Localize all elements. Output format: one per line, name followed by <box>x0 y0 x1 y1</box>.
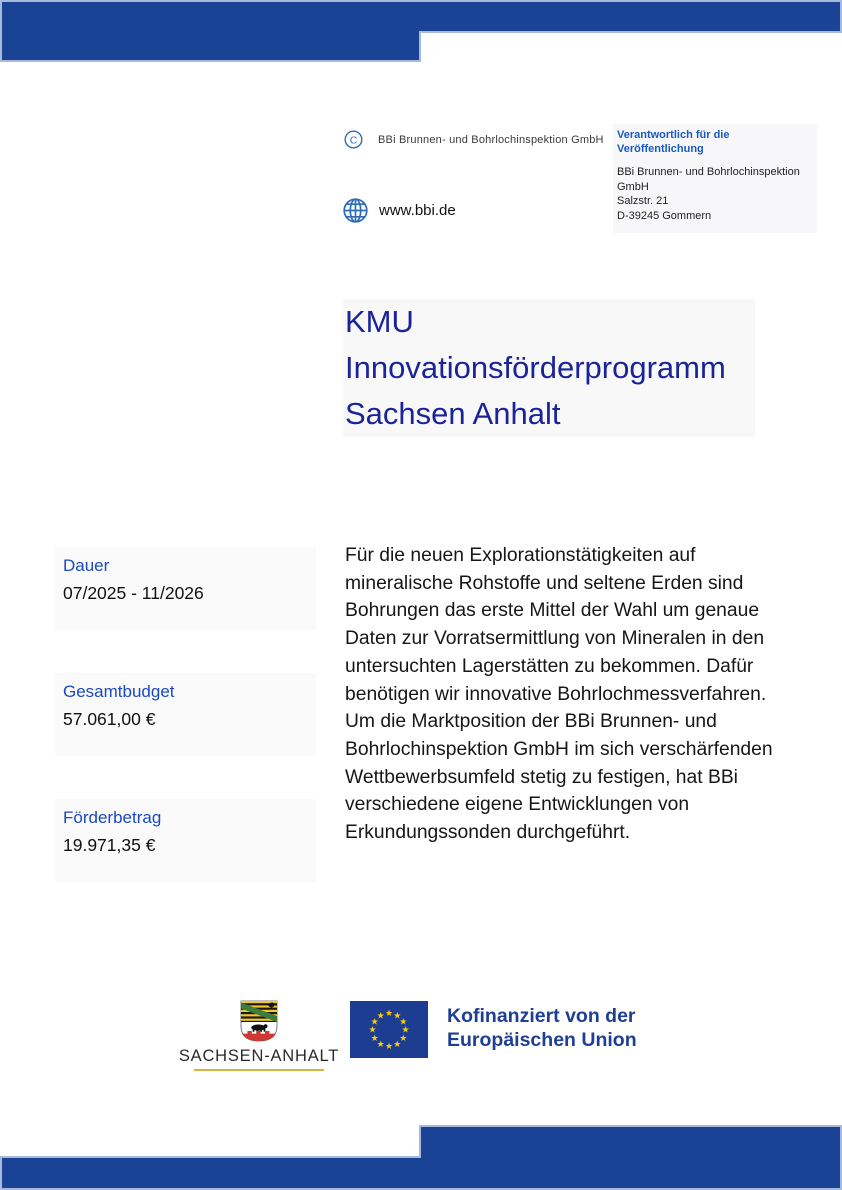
svg-text:★: ★ <box>399 1017 408 1028</box>
gold-underline <box>194 1069 324 1071</box>
fact-value: 19.971,35 € <box>63 835 156 855</box>
website-row <box>342 197 456 224</box>
title-line-2: Innovationsförderprogramm <box>343 345 755 391</box>
responsible-city: D-39245 Gommern <box>617 209 712 222</box>
svg-text:★: ★ <box>368 1025 377 1036</box>
svg-text:★: ★ <box>370 1034 379 1044</box>
eu-flag-icon <box>350 1001 428 1058</box>
sachsen-anhalt-logo <box>178 999 340 1071</box>
header-company-row <box>344 130 604 149</box>
responsible-company: BBi Brunnen- und Bohrlochinspektion GmbH <box>617 166 800 193</box>
fact-duration <box>55 547 316 630</box>
copyright-icon <box>344 130 363 149</box>
fact-total-budget <box>55 673 316 756</box>
svg-text:★: ★ <box>384 1009 394 1020</box>
project-description: Für die neuen Explorationstätigkeiten auf mineralische Rohstoffe und seltene Erden sind Bohrungen das erste Mittel der Wahl um genaue Daten zur Vorratsermittlung von Mineralen in den untersuchten Lagerstätten zu bekommen. Dafür benötigen wir innovative Bohrlochmessverfahren. Um die Marktposition der BBi Brunnen- und Bohrlochinspektion GmbH im sich verschärfenden Wettbewerbsumfeld stetig zu festigen, hat BBi verschiedene eigene Entwicklungen von Erkundungssonden durchgeführt. <box>345 545 773 844</box>
bottom-banner <box>0 1124 842 1190</box>
svg-text:★: ★ <box>393 1040 402 1051</box>
fact-value: 57.061,00 € <box>63 709 156 729</box>
top-banner <box>0 0 842 64</box>
website-link[interactable]: www.bbi.de <box>379 202 456 219</box>
globe-icon <box>342 197 369 224</box>
fact-label: Förderbetrag <box>63 808 162 827</box>
page-title <box>343 299 755 437</box>
svg-text:★: ★ <box>376 1011 385 1022</box>
company-name: BBi Brunnen- und Bohrlochinspektion GmbH <box>378 133 604 146</box>
fact-label: Dauer <box>63 556 110 575</box>
svg-text:★: ★ <box>401 1025 410 1036</box>
responsible-block <box>613 124 817 233</box>
fact-label: Gesamtbudget <box>63 682 175 701</box>
responsible-title: Verantwortlich für die Veröffentlichung <box>617 129 730 155</box>
title-line-1: KMU <box>343 299 755 345</box>
svg-text:★: ★ <box>376 1040 385 1051</box>
state-name-label: SACHSEN-ANHALT <box>178 1047 340 1065</box>
svg-text:★: ★ <box>370 1017 379 1028</box>
fact-funding-amount <box>55 799 316 882</box>
eu-funding-logo <box>350 1001 665 1058</box>
fact-value: 07/2025 - 11/2026 <box>63 583 204 603</box>
svg-text:★: ★ <box>384 1042 394 1053</box>
svg-text:★: ★ <box>399 1034 408 1044</box>
responsible-street: Salzstr. 21 <box>617 195 669 207</box>
svg-text:C: C <box>349 134 358 147</box>
svg-text:★: ★ <box>393 1011 402 1022</box>
coat-of-arms-icon <box>239 999 279 1043</box>
title-line-3: Sachsen Anhalt <box>343 391 755 437</box>
eu-funding-label: Kofinanziert von der Europäischen Union <box>447 1005 637 1051</box>
